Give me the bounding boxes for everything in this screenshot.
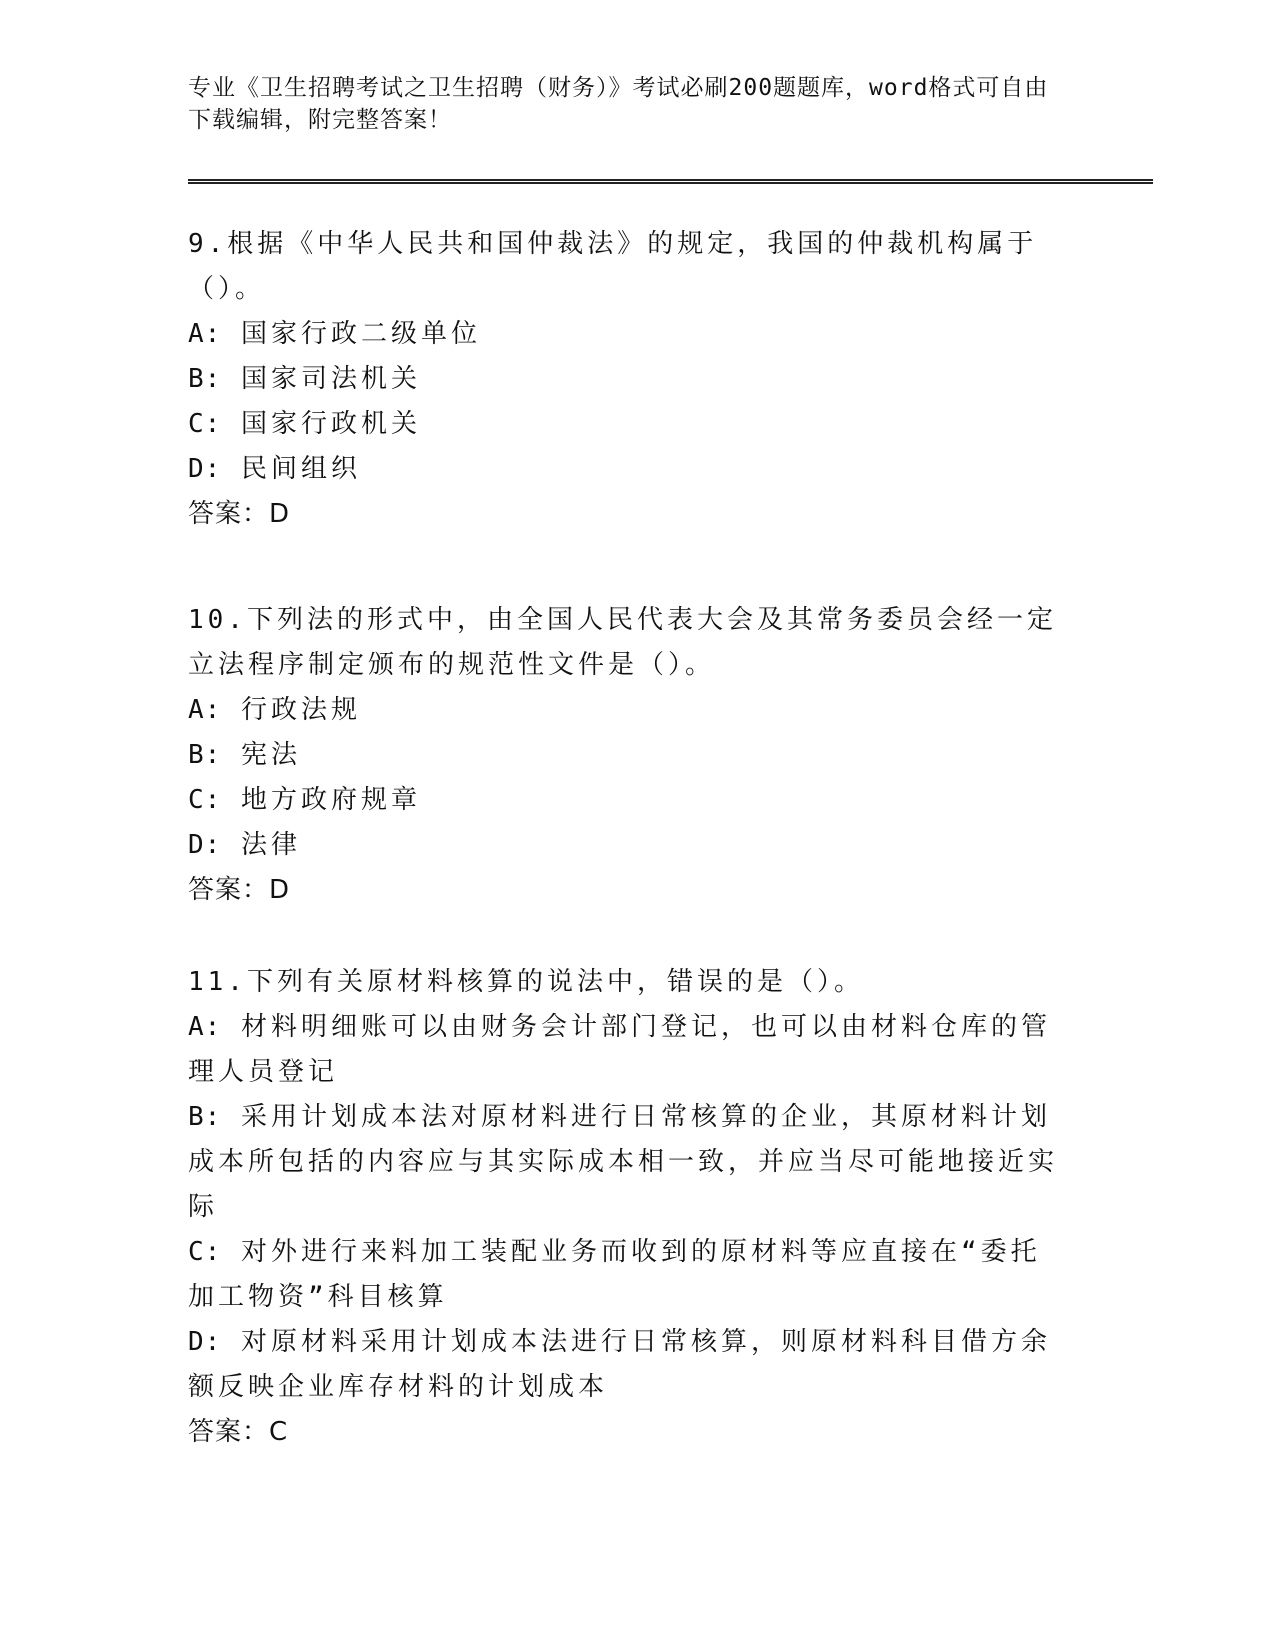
option-text: 行政法规	[240, 695, 361, 725]
option-text: 宪法	[240, 740, 301, 770]
option-label: D:	[188, 454, 222, 484]
question-10	[188, 598, 1068, 913]
option-text: 国家行政二级单位	[240, 319, 481, 349]
option-label: A:	[188, 1012, 222, 1042]
option-text: 地方政府规章	[240, 785, 421, 815]
option-label: C:	[188, 409, 222, 439]
option-text: 民间组织	[240, 454, 361, 484]
option-b	[188, 1095, 1068, 1230]
option-a	[188, 312, 1068, 357]
option-label: A:	[188, 695, 222, 725]
option-c	[188, 1230, 1068, 1320]
option-text: 对原材料采用计划成本法进行日常核算，则原材料科目借方余额反映企业库存材料的计划成本	[188, 1327, 1051, 1402]
question-stem: 10.下列法的形式中，由全国人民代表大会及其常务委员会经一定立法程序制定颁布的规范性文件是（）。	[188, 605, 1057, 680]
option-text: 对外进行来料加工装配业务而收到的原材料等应直接在“委托加工物资”科目核算	[188, 1237, 1041, 1312]
option-b	[188, 733, 1068, 778]
option-text: 采用计划成本法对原材料进行日常核算的企业，其原材料计划成本所包括的内容应与其实际成本相一致，并应当尽可能地接近实际	[188, 1102, 1059, 1222]
answer-label: 答案：D	[188, 499, 291, 529]
question-stem: 11.下列有关原材料核算的说法中，错误的是（）。	[188, 967, 864, 997]
option-text: 国家行政机关	[240, 409, 421, 439]
document-header: 专业《卫生招聘考试之卫生招聘（财务）》考试必刷200题题库，word格式可自由下载编辑，附完整答案！	[188, 75, 1049, 133]
question-9	[188, 222, 1068, 537]
option-a	[188, 1005, 1068, 1095]
option-label: C:	[188, 785, 222, 815]
option-text: 国家司法机关	[240, 364, 421, 394]
option-label: B:	[188, 1102, 222, 1132]
option-label: B:	[188, 740, 222, 770]
header-divider	[188, 179, 1153, 184]
option-d	[188, 447, 1068, 492]
option-c	[188, 402, 1068, 447]
option-b	[188, 357, 1068, 402]
option-text: 法律	[240, 830, 301, 860]
option-label: D:	[188, 1327, 222, 1357]
option-label: C:	[188, 1237, 222, 1267]
answer-label: 答案：D	[188, 875, 291, 905]
option-d	[188, 1320, 1068, 1410]
option-label: D:	[188, 830, 222, 860]
option-c	[188, 778, 1068, 823]
answer-label: 答案：C	[188, 1417, 289, 1447]
option-label: A:	[188, 319, 222, 349]
option-a	[188, 688, 1068, 733]
option-label: B:	[188, 364, 222, 394]
option-text: 材料明细账可以由财务会计部门登记，也可以由材料仓库的管理人员登记	[188, 1012, 1051, 1087]
question-11	[188, 960, 1068, 1455]
question-stem: 9.根据《中华人民共和国仲裁法》的规定，我国的仲裁机构属于（）。	[188, 229, 1038, 304]
option-d	[188, 823, 1068, 868]
